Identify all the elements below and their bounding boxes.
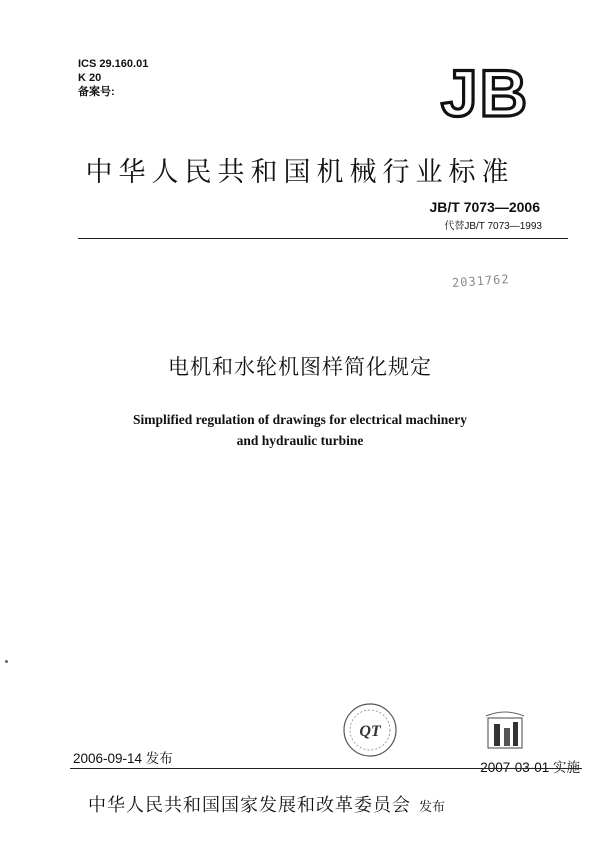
english-title-line-2: and hydraulic turbine xyxy=(236,433,364,448)
footer-divider xyxy=(70,768,582,769)
publisher-verb: 发布 xyxy=(419,800,446,815)
header-divider xyxy=(78,238,568,239)
round-seal-graphic xyxy=(340,700,400,760)
seal-text: QT xyxy=(359,723,381,740)
implementation-date: 2007-03-01 实施 xyxy=(480,760,580,775)
round-seal xyxy=(340,700,400,764)
ics-code: ICS 29.160.01 xyxy=(78,58,149,70)
jb-logo xyxy=(425,60,543,128)
standard-number: JB/T 7073—2006 xyxy=(429,199,540,215)
record-number-label: 备案号: xyxy=(78,86,115,98)
english-title-line-1: Simplified regulation of drawings for electrical machinery xyxy=(133,412,467,427)
publisher-emblem xyxy=(480,708,530,758)
replaces-standard: 代替JB/T 7073—1993 xyxy=(444,221,542,232)
publisher-line xyxy=(88,791,445,817)
ccs-code: K 20 xyxy=(78,72,102,84)
publisher-name: 中华人民共和国国家发展和改革委员会 xyxy=(88,795,411,816)
document-title-english xyxy=(0,409,600,451)
edge-mark xyxy=(5,660,8,663)
library-stamp-number: 2031762 xyxy=(451,272,510,290)
industry-standard-title: 中华人民共和国机械行业标准 xyxy=(85,157,515,188)
publisher-emblem-graphic xyxy=(480,708,530,754)
jb-logo-graphic xyxy=(425,60,543,124)
document-title-chinese: 电机和水轮机图样简化规定 xyxy=(168,355,432,379)
issue-date: 2006-09-14 发布 xyxy=(73,751,173,766)
jb-logo-text: JB xyxy=(440,60,530,124)
